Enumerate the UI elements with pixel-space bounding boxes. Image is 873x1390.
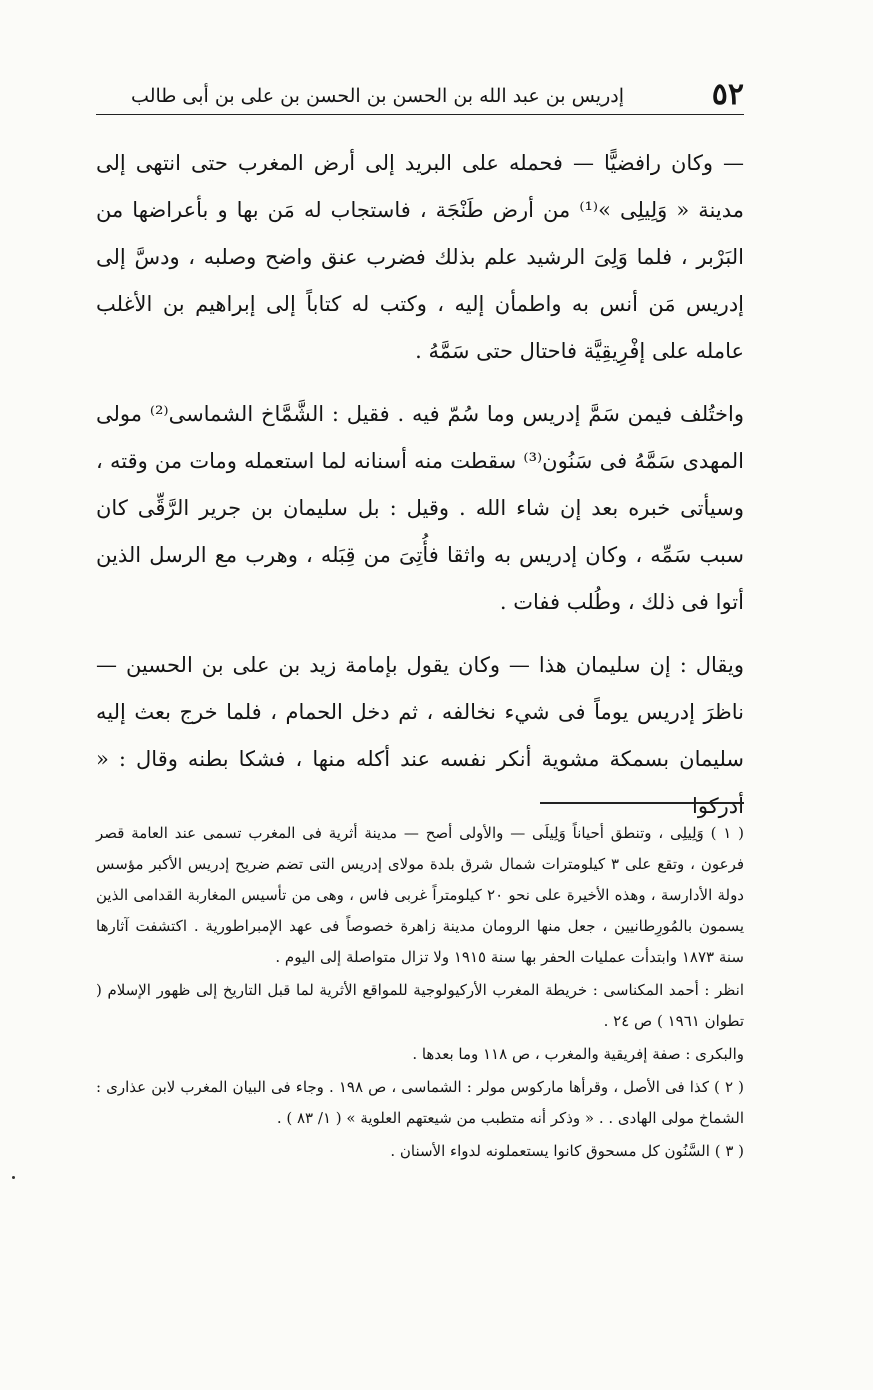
header-rule xyxy=(96,114,744,115)
paragraph: — وكان رافضيًّا — فحمله على البريد إلى أرض المغرب حتى انتهى إلى مدينة « وَلِيلِى »⁽¹⁾ من أرض طَنْجَة ، فاستجاب له مَن بها و بأعراضها من البَرْبر ، فلما وَلِىَ الرشيد علم بذلك فضرب عنق واضح وصلبه ، ودسَّ إلى إدريس مَن أنس به واطمأن إليه ، وكتب له كتاباً إلى إبراهيم بن الأغلب عامله على إفْرِيقِيَّة فاحتال حتى سَمَّهُ . xyxy=(96,151,744,363)
footnote-separator xyxy=(540,802,744,804)
footnotes xyxy=(96,818,744,1167)
paragraph: واختُلف فيمن سَمَّ إدريس وما سُمّ فيه . فقيل : الشَّمَّاخ الشماسى⁽²⁾ مولى المهدى سَمَّهُ فى سَنُون⁽³⁾ سقطت منه أسنانه لما استعمله ومات من وقته ، وسيأتى خبره بعد إن شاء الله . وقيل : بل سليمان بن جرير الرَّقِّى كان سبب سَمِّه ، وكان إدريس به واثقا فأُتِىَ من قِبَله ، وهرب مع الرسل الذين أتوا فى ذلك ، وطُلب ففات . xyxy=(96,402,744,614)
page-header xyxy=(96,78,744,118)
paragraph: ويقال : إن سليمان هذا — وكان يقول بإمامة زيد بن على بن الحسين — ناظرَ إدريس يوماً فى شيء نخالفه ، ثم دخل الحمام ، فلما خرج بعث إليه سليمان بسمكة مشوية أنكر نفسه عند أكله منها ، فشكا بطنه وقال : « أدركوا xyxy=(96,653,744,818)
main-text xyxy=(96,140,744,830)
margin-mark xyxy=(12,1176,15,1179)
running-title: إدريس بن عبد الله بن الحسن بن الحسن بن على بن أبى طالب xyxy=(131,85,624,107)
footnote-1: ( ١ ) وَلِيلِى ، وتنطق أحياناً وَلِيلَى — والأولى أصح — مدينة أثرية فى المغرب تسمى عند العامة قصر فرعون ، وتقع على ٣ كيلومترات شمال شرق بلدة مولاى إدريس التى تضم ضريح إدريس الأكبر مؤسس دولة الأدارسة ، وهذه الأخيرة على نحو ٢٠ كيلومتراً غربى فاس ، وهى من تأسيس المغاربة القدامى الذين يسمون بالمُورِطانيين ، جعل منها الرومان مدينة زاهرة خصوصاً فى عهد الإمبراطورية . اكتشفت آثارها سنة ١٨٧٣ وابتدأت عمليات الحفر بها سنة ١٩١٥ ولا تزال متواصلة إلى اليوم . xyxy=(96,824,745,966)
footnote-2: ( ٢ ) كذا فى الأصل ، وقرأها ماركوس مولر : الشماسى ، ص ١٩٨ . وجاء فى البيان المغرب لابن عذارى : الشماخ مولى الهادى . . « وذكر أنه متطبب من شيعتهم العلوية » ( ١/ ٨٣ ) . xyxy=(96,1078,744,1127)
footnote-1-reference: والبكرى : صفة إفريقية والمغرب ، ص ١١٨ وما بعدها . xyxy=(412,1045,744,1063)
footnote-1-reference: انظر : أحمد المكناسى : خريطة المغرب الأركيولوجية للمواقع الأثرية لما قبل التاريخ إلى ظهور الإسلام ( تطوان ١٩٦١ ) ص ٢٤ . xyxy=(96,981,744,1030)
footnote-3: ( ٣ ) السَّنُون كل مسحوق كانوا يستعملونه لدواء الأسنان . xyxy=(390,1142,744,1160)
page-number: ٥٢ xyxy=(711,77,744,112)
